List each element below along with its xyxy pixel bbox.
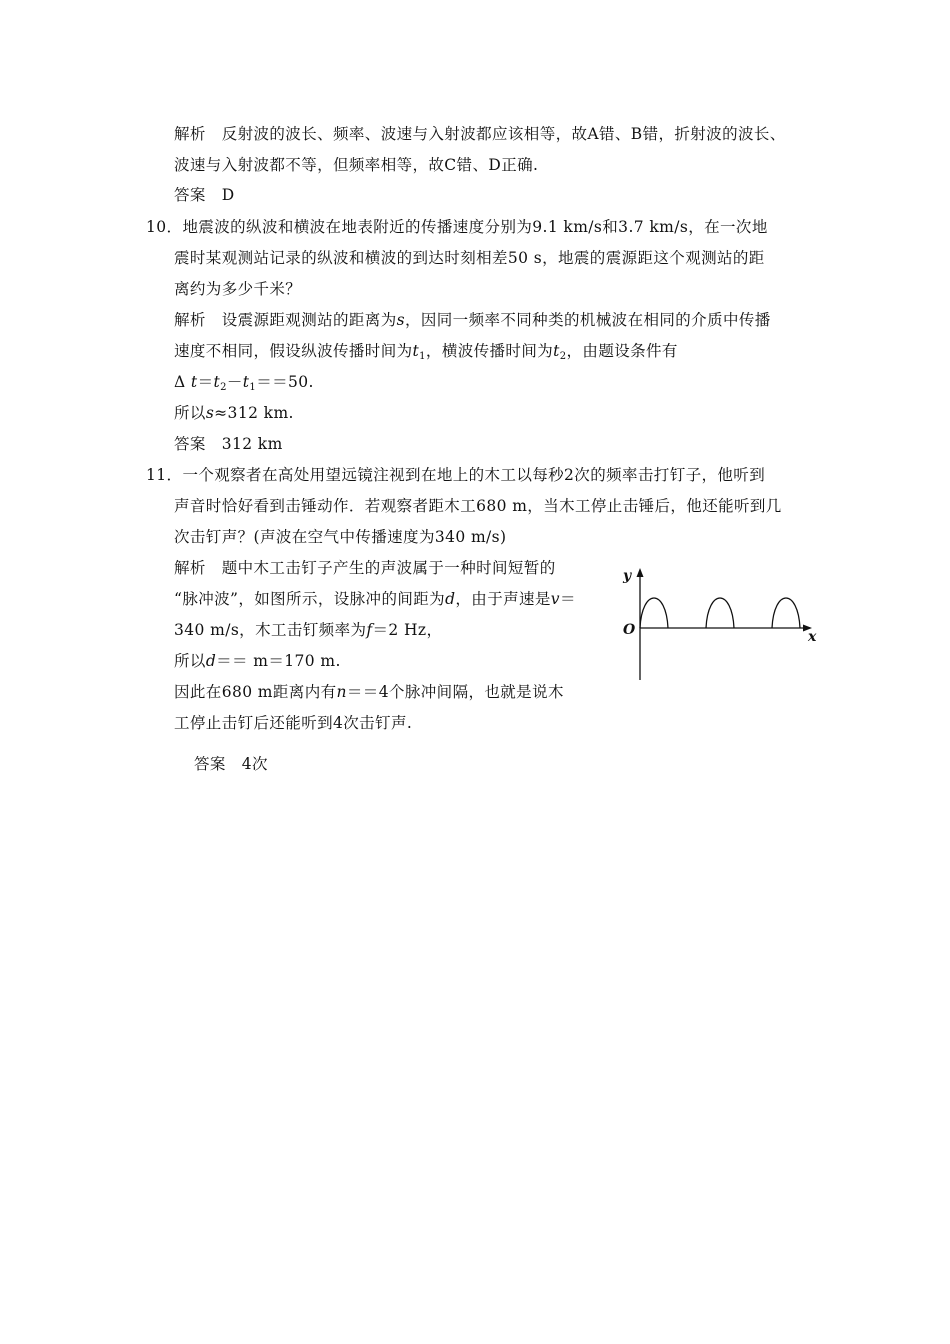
q11-analysis-line1: 解析 题中木工击钉子产生的声波属于一种时间短暂的 <box>174 559 556 577</box>
q9-analysis-line1: 解析 反射波的波长、频率、波速与入射波都应该相等，故A错、B错，折射波的波长、 <box>174 125 786 143</box>
q9-answer: 答案 D <box>174 186 235 204</box>
q11-line2: 声音时恰好看到击锤动作．若观察者距木工680 m，当木工停止击锤后，他还能听到几 <box>174 497 782 515</box>
q11-line1: 11．一个观察者在高处用望远镜注视到在地上的木工以每秒2次的频率击打钉子，他听到 <box>146 466 766 484</box>
q11-analysis-line6: 工停止击钉后还能听到4次击钉声. <box>174 714 413 732</box>
q10-line2: 震时某观测站记录的纵波和横波的到达时刻相差50 s，地震的震源距这个观测站的距 <box>174 249 765 267</box>
q11-number: 11． <box>146 466 183 484</box>
pulse-3 <box>772 598 800 628</box>
x-axis-label: x <box>808 629 817 645</box>
q10-line1: 10．地震波的纵波和横波在地表附近的传播速度分别为9.1 km/s和3.7 km/s，在一次地 <box>146 218 768 236</box>
pulse-wave-diagram <box>612 562 822 682</box>
q10-analysis-line2: 速度不相同，假设纵波传播时间为$t_1$，横波传播时间为$t_2$，由题设条件有 <box>174 342 678 362</box>
q11-answer: 答案 4次 <box>194 755 268 773</box>
origin-label: O <box>623 622 636 638</box>
q9-analysis-line2: 波速与入射波都不等，但频率相等，故C错、D正确. <box>174 156 539 174</box>
q11-analysis-line4: 所以d＝＝ m＝170 m. <box>174 652 341 670</box>
q10-number: 10． <box>146 218 183 236</box>
q11-analysis-line2: “脉冲波”，如图所示，设脉冲的间距为d，由于声速是v＝ <box>174 590 576 608</box>
pulse-1 <box>640 598 668 628</box>
q10-analysis-line1: 解析 设震源距观测站的距离为s，因同一频率不同种类的机械波在相同的介质中传播 <box>174 311 771 329</box>
q11-analysis-line5: 因此在680 m距离内有n＝＝4个脉冲间隔，也就是说木 <box>174 683 564 701</box>
pulse-wave-figure <box>612 562 822 682</box>
q10-equation: Δ $t=t_2-t_1==50$. <box>174 373 314 393</box>
q10-line3: 离约为多少千米？ <box>174 280 302 298</box>
q10-result: 所以s≈312 km. <box>174 404 294 422</box>
q10-answer: 答案 312 km <box>174 435 283 453</box>
q11-line3: 次击钉声？(声波在空气中传播速度为340 m/s) <box>174 528 507 546</box>
y-axis-arrow <box>637 568 644 577</box>
q11-analysis-line3: 340 m/s，木工击钉频率为f＝2 Hz， <box>174 621 443 639</box>
pulse-2 <box>706 598 734 628</box>
y-axis-label: y <box>623 568 632 584</box>
